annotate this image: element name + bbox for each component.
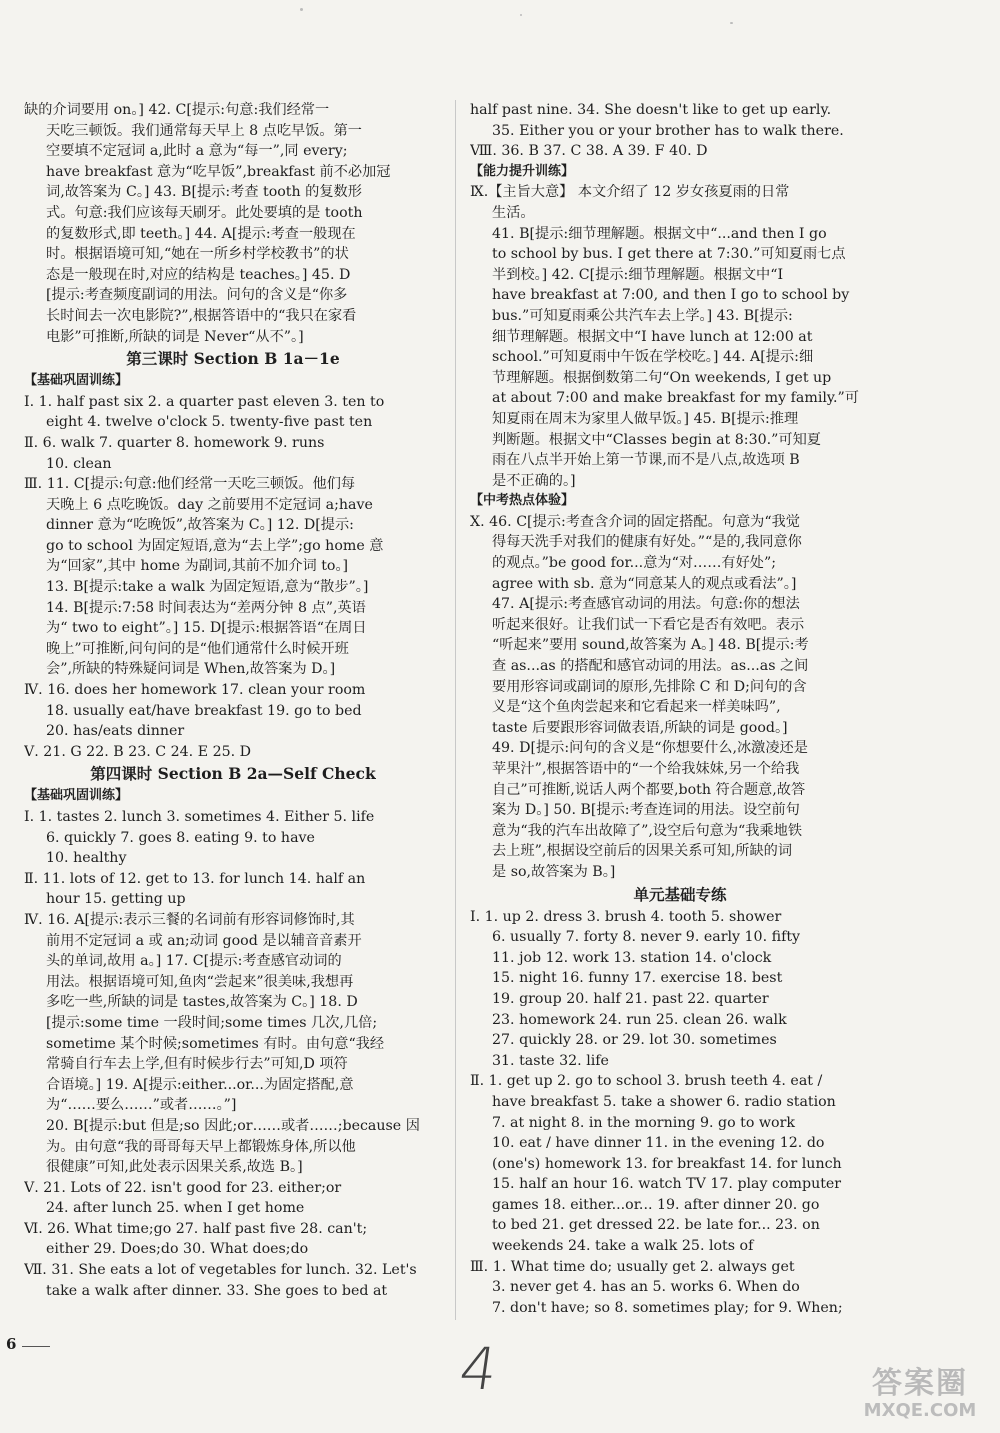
text-line: eight 4. twelve o'clock 5. twenty-five past ten (46, 414, 373, 431)
answer-group-line: Ⅷ. 36. B 37. C 38. A 39. F 40. D (470, 143, 708, 160)
text-line: 为“ two to eight”。] 15. D[提示:根据答语“在周日 (46, 620, 367, 637)
text-line: 很健康”可知,此处表示因果关系,故选 B。] (46, 1159, 303, 1176)
text-line: [提示:考查频度副词的用法。问句的含义是“你多 (46, 287, 348, 304)
text-line: go to school 为固定短语,意为“去上学”;go home 意 (46, 537, 384, 554)
text-line: 知夏雨在周末为家里人做早饭。] 45. B[提示:推理 (492, 410, 799, 427)
text-line: 缺的介词要用 on。] 42. C[提示:句意:我们经常一 (24, 102, 330, 118)
answer-group-line: Ⅹ. 46. C[提示:考查含介词的固定搭配。句意为“我觉 (470, 513, 800, 530)
text-line: 时。根据语境可知,“她在一所乡村学校教书”的状 (46, 246, 349, 263)
right-column (470, 100, 890, 1318)
watermark-text: 答案圈 (872, 1366, 968, 1401)
text-line: 式。句意:我们应该每天刷牙。此处要填的是 tooth (46, 204, 363, 221)
text-line: agree with sb. 意为“同意某人的观点或看法”。] (492, 575, 797, 592)
answer-group-line: Ⅵ. 26. What time;go 27. half past five 28. can't; (24, 1220, 368, 1237)
answer-group-line: Ⅲ. 11. C[提示:句意:他们经常一天吃三顿饭。他们每 (24, 476, 356, 493)
text-line: school.”可知夏雨中午饭在学校吃。] 44. A[提示:细 (492, 349, 814, 366)
text-line: 自己”可推断,说话人两个都要,both 符合题意,故答 (492, 781, 806, 798)
text-line: 为。由句意“我的哥哥每天早上都锻炼身体,所以他 (46, 1138, 356, 1155)
text-line: 电影”可推断,所缺的词是 Never“从不”。] (46, 328, 304, 345)
column-divider (455, 100, 456, 1320)
text-line: 15. half an hour 16. watch TV 17. play computer (492, 1176, 842, 1193)
text-line: half past nine. 34. She doesn't like to get up early. (470, 102, 832, 118)
text-line: bus.”可知夏雨乘公共汽车去上学。] 43. B[提示: (492, 307, 793, 324)
text-line: 6. usually 7. forty 8. never 9. early 10. fifty (492, 929, 801, 946)
answer-group-line: Ⅸ.【主旨大意】 本文介绍了 12 岁女孩夏雨的日常 (470, 184, 790, 201)
text-line: 24. after lunch 25. when I get home (46, 1200, 305, 1217)
text-line: 天吃三顿饭。我们通常每天早上 8 点吃早饭。第一 (46, 122, 362, 139)
text-line: [提示:some time 一段时间;some times 几次,几倍; (46, 1014, 378, 1031)
handwritten-note: 4 (455, 1335, 502, 1403)
text-line: have breakfast 5. take a shower 6. radio station (492, 1093, 836, 1110)
text-line: 的复数形式,即 teeth。] 44. A[提示:考查一般现在 (46, 225, 356, 242)
text-line: 的观点。”be good for...意为“对……有好处”; (492, 555, 776, 572)
text-line: hour 15. getting up (46, 891, 186, 908)
text-line: 49. D[提示:问句的含义是“你想要什么,冰激凌还是 (492, 740, 808, 757)
text-line: 查 as...as 的搭配和感官动词的用法。as...as 之间 (492, 658, 809, 675)
text-line: 案为 D。] 50. B[提示:考查连词的用法。设空前句 (492, 802, 800, 819)
text-line: 是不正确的。] (492, 472, 576, 489)
text-line: 10. eat / have dinner 11. in the evening 12. do (492, 1135, 825, 1152)
answer-group-line: Ⅱ. 6. walk 7. quarter 8. homework 9. runs (24, 434, 325, 451)
text-line: 听起来很好。让我们试一下看它是否有效吧。表示 (492, 616, 805, 633)
text-line: 14. B[提示:7:58 时间表达为“差两分钟 8 点”,英语 (46, 599, 366, 616)
section-tag: 【基础巩固训练】 (24, 373, 129, 389)
text-line: games 18. either...or... 19. after dinner 20. go (492, 1196, 820, 1213)
text-line: 晚上”可推断,问句问的是“他们通常什么时候开班 (46, 640, 349, 657)
text-line: 得每天洗手对我们的健康有好处。”“是的,我同意你 (492, 534, 802, 551)
text-line: either 29. Does;do 30. What does;do (46, 1241, 309, 1258)
text-line: 6. quickly 7. goes 8. eating 9. to have (46, 829, 315, 846)
text-line: 20. B[提示:but 但是;so 因此;or……或者……;because 因 (46, 1117, 420, 1134)
watermark-logo (855, 1358, 985, 1428)
text-line: 19. group 20. half 21. past 22. quarter (492, 990, 769, 1007)
section-heading: 第三课时 Section B 1a－1e (126, 349, 340, 369)
answer-group-line: Ⅲ. 1. What time do; usually get 2. always get (470, 1258, 795, 1275)
text-line: 10. healthy (46, 850, 127, 867)
answer-group-line: Ⅴ. 21. Lots of 22. isn't good for 23. either;or (24, 1179, 342, 1196)
text-line: at about 7:00 and make breakfast for my family.”可 (492, 390, 859, 407)
text-line: 用法。根据语境可知,鱼肉“尝起来”很美味,我想再 (46, 973, 354, 990)
section-tag: 【能力提升训练】 (470, 163, 575, 179)
text-line: 词,故答案为 C。] 43. B[提示:考查 tooth 的复数形 (46, 184, 362, 201)
text-line: 头的单词,故用 a。] 17. C[提示:考查感官动词的 (46, 953, 342, 970)
scan-speck (520, 14, 522, 16)
text-line: (one's) homework 13. for breakfast 14. for lunch (492, 1155, 842, 1172)
text-line: 是 so,故答案为 B。] (492, 863, 616, 880)
text-line: 去上班”,根据设空前后的因果关系可知,所缺的词 (492, 843, 793, 860)
page-number: 6 (6, 1335, 17, 1353)
text-line: 前用不定冠词 a 或 an;动词 good 是以辅音音素开 (46, 932, 362, 949)
text-line: 23. homework 24. run 25. clean 26. walk (492, 1011, 787, 1028)
answer-group-line: Ⅰ. 1. tastes 2. lunch 3. sometimes 4. Either 5. life (24, 809, 375, 825)
text-line: to school by bus. I get there at 7:30.”可知夏雨七点 (492, 246, 846, 263)
text-line: “听起来”要用 sound,故答案为 A。] 48. B[提示:考 (492, 637, 809, 654)
text-line: 雨在八点半开始上第一节课,而不是八点,故选项 B (492, 452, 800, 469)
text-line: take a walk after dinner. 33. She goes to bed at (46, 1282, 388, 1299)
text-line: 15. night 16. funny 17. exercise 18. best (492, 970, 783, 987)
answer-group-line: Ⅴ. 21. G 22. B 23. C 24. E 25. D (24, 743, 252, 760)
text-line: 41. B[提示:细节理解题。根据文中“...and then I go (492, 225, 827, 242)
page-number-rule (22, 1346, 50, 1347)
answer-group-line: Ⅳ. 16. does her homework 17. clean your room (24, 682, 366, 699)
text-line: 为“回家”,其中 home 为副词,其前不加介词 to。] (46, 558, 349, 575)
text-line: 27. quickly 28. or 29. lot 30. sometimes (492, 1032, 777, 1049)
answer-group-line: Ⅰ. 1. half past six 2. a quarter past eleven 3. ten to (24, 393, 385, 410)
text-line: 要用形容词或副词的原形,先排除 C 和 D;问句的含 (492, 678, 807, 695)
text-line: 20. has/eats dinner (46, 723, 185, 740)
text-line: taste 后要跟形容词做表语,所缺的词是 good。] (492, 719, 788, 736)
text-line: 7. don't have; so 8. sometimes play; for 9. When; (492, 1299, 843, 1316)
text-line: 18. usually eat/have breakfast 19. go to bed (46, 702, 362, 719)
text-line: 多吃一些,所缺的词是 tastes,故答案为 C。] 18. D (46, 994, 358, 1011)
section-tag: 【基础巩固训练】 (24, 788, 129, 804)
text-line: 为“……要么……”或者……。”] (46, 1097, 237, 1114)
text-line: 细节理解题。根据文中“I have lunch at 12:00 at (492, 328, 813, 345)
text-line: weekends 24. take a walk 25. lots of (492, 1238, 754, 1255)
left-column (24, 100, 442, 1301)
watermark-url: MXQE.COM (863, 1400, 977, 1421)
text-line: 31. taste 32. life (492, 1052, 609, 1069)
text-line: 3. never get 4. has an 5. works 6. When do (492, 1279, 800, 1296)
text-line: 节理解题。根据倒数第二句“On weekends, I get up (492, 369, 832, 386)
section-heading: 单元基础专练 (633, 884, 727, 904)
text-line: 10. clean (46, 455, 112, 472)
section-heading: 第四课时 Section B 2a—Self Check (90, 764, 376, 784)
answer-group-line: Ⅳ. 16. A[提示:表示三餐的名词前有形容词修饰时,其 (24, 911, 355, 928)
answer-group-line: Ⅱ. 11. lots of 12. get to 13. for lunch 14. half an (24, 870, 366, 887)
text-line: 11. job 12. work 13. station 14. o'clock (492, 949, 772, 966)
text-line: 13. B[提示:take a walk 为固定短语,意为“散步”。] (46, 579, 369, 596)
scan-speck (300, 8, 303, 11)
text-line: 35. Either you or your brother has to walk there. (492, 122, 844, 139)
text-line: 长时间去一次电影院?”,根据答语中的“我只在家看 (46, 307, 357, 324)
text-line: 意为“我的汽车出故障了”,设空后句意为“我乘地铁 (492, 822, 803, 839)
scan-speck (730, 22, 733, 24)
text-line: to bed 21. get dressed 22. be late for... 23. on (492, 1217, 820, 1234)
text-line: 天晚上 6 点吃晚饭。day 之前要用不定冠词 a;have (46, 496, 373, 513)
text-line: 义是“这个鱼肉尝起来和它看起来一样美味吗”, (492, 699, 781, 716)
text-line: sometime 某个时候;sometimes 有时。由句意“我经 (46, 1035, 385, 1052)
text-line: 会”,所缺的特殊疑问词是 When,故答案为 D。] (46, 661, 336, 678)
text-line: have breakfast at 7:00, and then I go to school by (492, 287, 850, 304)
answer-group-line: Ⅶ. 31. She eats a lot of vegetables for lunch. 32. Let's (24, 1262, 417, 1279)
text-line: 判断题。根据文中“Classes begin at 8:30.”可知夏 (492, 431, 821, 448)
text-line: 空要填不定冠词 a,此时 a 意为“每一”,同 every; (46, 143, 348, 160)
text-line: 常骑自行车去上学,但有时候步行去”可知,D 项符 (46, 1056, 348, 1073)
section-tag: 【中考热点体验】 (470, 493, 575, 509)
text-line: 苹果汁”,根据答语中的“一个给我妹妹,另一个给我 (492, 761, 800, 777)
text-line: 生活。 (492, 204, 535, 221)
text-line: 态是一般现在时,对应的结构是 teaches。] 45. D (46, 266, 351, 283)
text-line: have breakfast 意为“吃早饭”,breakfast 前不必加冠 (46, 163, 391, 180)
answer-group-line: Ⅱ. 1. get up 2. go to school 3. brush teeth 4. eat / (470, 1073, 823, 1090)
text-line: 合语境。] 19. A[提示:either...or...为固定搭配,意 (46, 1076, 354, 1093)
text-line: dinner 意为“吃晚饭”,故答案为 C。] 12. D[提示: (46, 517, 354, 534)
text-line: 半到校。] 42. C[提示:细节理解题。根据文中“I (492, 266, 784, 283)
answer-group-line: Ⅰ. 1. up 2. dress 3. brush 4. tooth 5. shower (470, 908, 782, 925)
text-line: 47. A[提示:考查感官动词的用法。句意:你的想法 (492, 596, 800, 613)
text-line: 7. at night 8. in the morning 9. go to work (492, 1114, 795, 1131)
